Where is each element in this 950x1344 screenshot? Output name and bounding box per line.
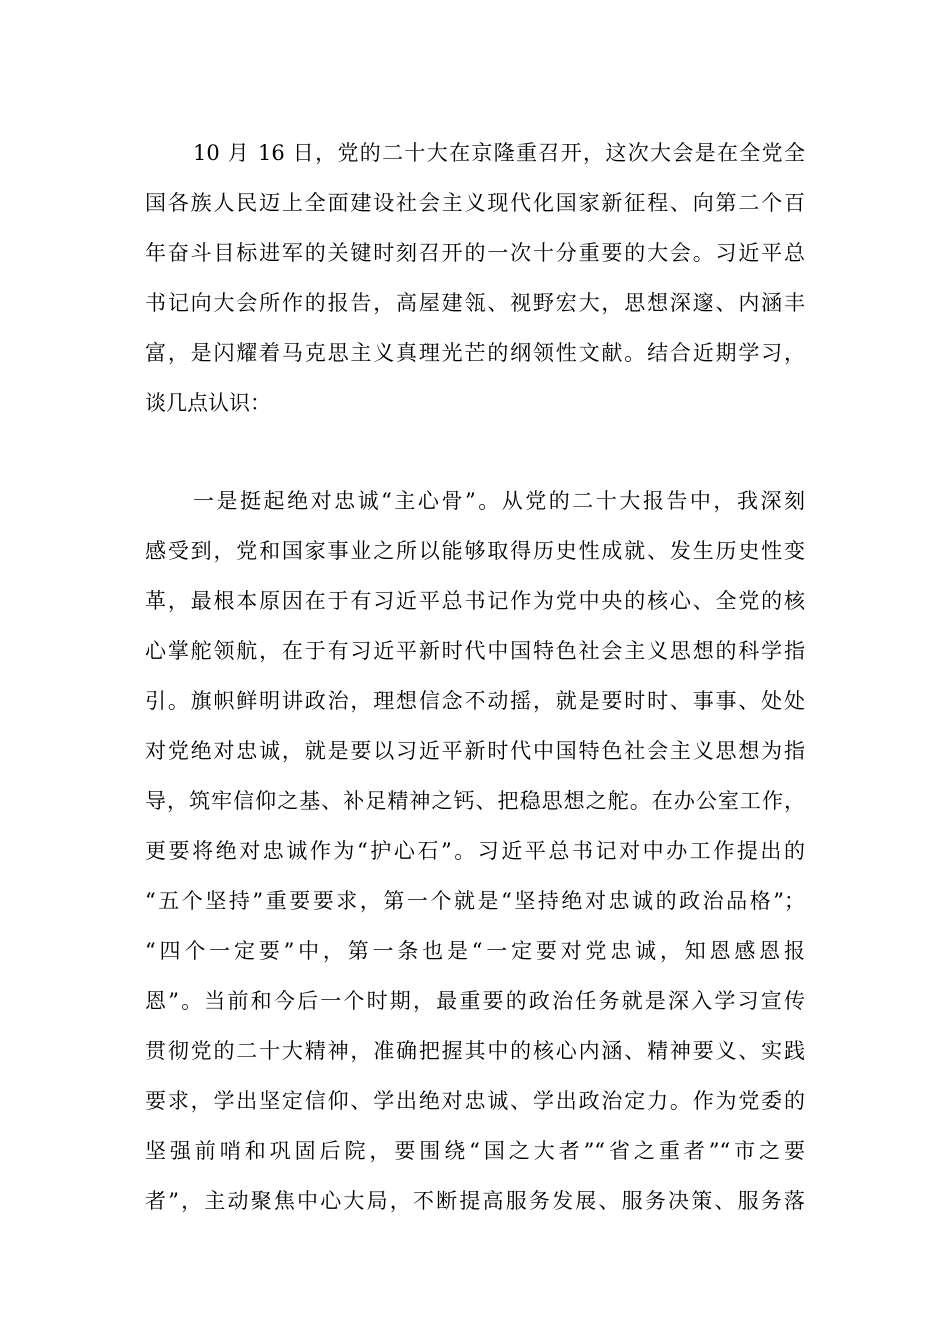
paragraph-line: 恩”。当前和今后一个时期，最重要的政治任务就是深入学习宣传: [145, 989, 805, 1013]
paragraph-line: 者”，主动聚焦中心大局，不断提高服务发展、服务决策、服务落: [145, 1189, 805, 1213]
paragraph-line: 革，最根本原因在于有习近平总书记作为党中央的核心、全党的核: [145, 589, 805, 613]
paragraph-line: 引。旗帜鲜明讲政治，理想信念不动摇，就是要时时、事事、处处: [145, 689, 805, 713]
paragraph-line: 10 月 16 日，党的二十大在京隆重召开，这次大会是在全党全: [193, 141, 805, 165]
paragraph-line: 心掌舵领航，在于有习近平新时代中国特色社会主义思想的科学指: [145, 639, 805, 663]
paragraph-line: 感受到，党和国家事业之所以能够取得历史性成就、发生历史性变: [145, 539, 805, 563]
section-one-paragraph: [145, 476, 805, 1226]
intro-paragraph: [145, 128, 805, 428]
paragraph-line: 要求，学出坚定信仰、学出绝对忠诚、学出政治定力。作为党委的: [145, 1089, 805, 1113]
paragraph-line: “四个一定要”中，第一条也是“一定要对党忠诚，知恩感恩报: [145, 939, 805, 963]
paragraph-line: 年奋斗目标进军的关键时刻召开的一次十分重要的大会。习近平总: [145, 241, 805, 265]
paragraph-line: 贯彻党的二十大精神，准确把握其中的核心内涵、精神要义、实践: [145, 1039, 805, 1063]
paragraph-line: 坚强前哨和巩固后院，要围绕“国之大者”“省之重者”“市之要: [145, 1139, 805, 1163]
paragraph-line: 富，是闪耀着马克思主义真理光芒的纲领性文献。结合近期学习，: [145, 341, 805, 365]
paragraph-line: 导，筑牢信仰之基、补足精神之钙、把稳思想之舵。在办公室工作，: [145, 789, 805, 813]
paragraph-line: “五个坚持”重要要求，第一个就是“坚持绝对忠诚的政治品格”；: [145, 889, 805, 913]
paragraph-line: 书记向大会所作的报告，高屋建瓴、视野宏大，思想深邃、内涵丰: [145, 291, 805, 315]
paragraph-line: 国各族人民迈上全面建设社会主义现代化国家新征程、向第二个百: [145, 191, 805, 215]
paragraph-line: 更要将绝对忠诚作为“护心石”。习近平总书记对中办工作提出的: [145, 839, 805, 863]
paragraph-line: 对党绝对忠诚，就是要以习近平新时代中国特色社会主义思想为指: [145, 739, 805, 763]
paragraph-line: 一是挺起绝对忠诚“主心骨”。从党的二十大报告中，我深刻: [193, 489, 805, 513]
paragraph-line-last: 谈几点认识：: [145, 391, 271, 415]
